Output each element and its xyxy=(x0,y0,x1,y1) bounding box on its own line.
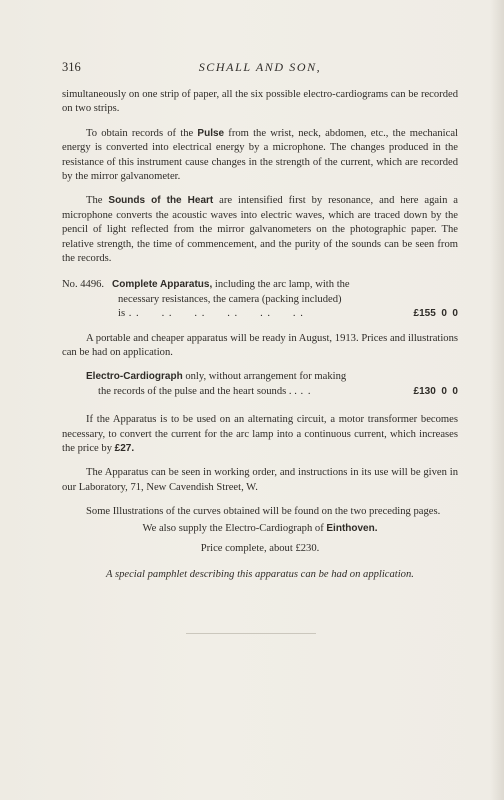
paragraph-illustrations: Some Illustrations of the curves obtained will be found on the two preceding pages. xyxy=(86,506,441,518)
item-price: £130 0 0 xyxy=(413,385,458,397)
item-name: Electro-Cardiograph xyxy=(86,371,183,383)
price-increase: £27. xyxy=(114,443,135,455)
term-einthoven: Einthoven. xyxy=(326,522,378,534)
paragraph-pulse: To obtain records of the Pulse from the wrist, neck, abdomen, etc., the mechanical energy is converted into electrical energy by a microphone. The changes produced in the resistance of this instrument cause changes in the strength of the current, which are recorded by the mirror galvanometer. xyxy=(62,127,458,183)
paragraph-pamphlet-note: A special pamphlet describing this apparatus can be had on application. xyxy=(106,569,414,581)
page-number: 316 xyxy=(62,60,81,74)
item-price: £155 0 0 xyxy=(413,308,458,320)
paragraph-portable: A portable and cheaper apparatus will be ready in August, 1913. Prices and illustrations can be had on application. xyxy=(62,332,458,359)
term-heart-sounds: Sounds of the Heart xyxy=(108,195,214,207)
term-pulse: Pulse xyxy=(197,127,225,139)
paragraph-heart-sounds: The Sounds of the Heart are intensified first by resonance, and here again a microphone converts the acoustic waves into electric waves, which are traced down by the pencil of light reflected from the mirror galvanometers on the photographic paper. The relative strength, the time of commencement, and the purity of the sounds can be seen from the records. xyxy=(62,195,458,265)
paragraph-einthoven: We also supply the Electro-Cardiograph of Einthoven. xyxy=(142,522,378,534)
catalogue-item-complete: No. 4496. Complete Apparatus, including the arc lamp, with the necessary resistances, the camera (packing included) is . . . . . . . . . . . . £155 0 0 xyxy=(62,278,458,321)
page-edge-shadow xyxy=(490,0,504,800)
item-number: No. 4496. xyxy=(62,279,105,291)
catalogue-item-electro: Electro-Cardiograph only, without arrangement for making the records of the pulse and the heart sounds . . . . £130 0 0 xyxy=(62,370,458,399)
paragraph-price-complete: Price complete, about £230. xyxy=(200,543,320,555)
paragraph-laboratory: The Apparatus can be seen in working order, and instructions in its use will be given in our Laboratory, 71, New Cavendish Street, W. xyxy=(62,467,458,493)
item-name: Complete Apparatus, xyxy=(112,279,213,291)
decorative-rule xyxy=(186,633,316,634)
paragraph-continuation: simultaneously on one strip of paper, all the six possible electro-cardiograms can be recorded on two strips. xyxy=(62,89,458,115)
page-body xyxy=(62,88,458,583)
running-title: SCHALL AND SON, xyxy=(198,60,322,74)
paragraph-alternating-circuit: If the Apparatus is to be used on an alternating circuit, a motor transformer becomes necessary, to convert the current for the arc lamp into a continuous current, which increases the price by £27. xyxy=(62,414,458,455)
page-header xyxy=(62,60,458,76)
